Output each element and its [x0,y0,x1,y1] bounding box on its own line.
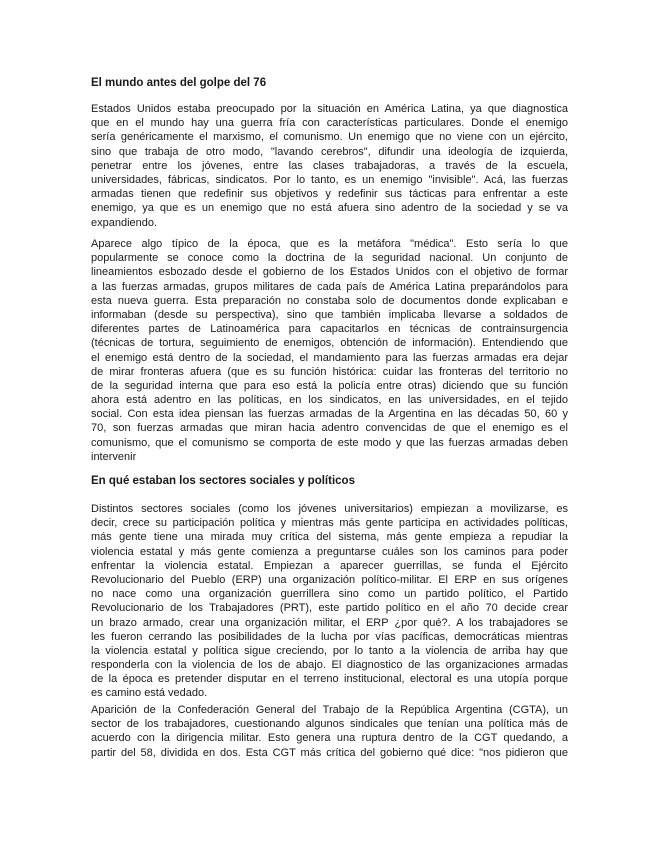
text-line: popularmente se conoce como la doctrina de la seguridad nacional. Un conjunto de [91,252,568,265]
text-line: es camino está vedado. [91,687,208,700]
text-line: esta nueva guerra. Esta preparación no constaba solo de documentos donde explicaban e [91,294,568,307]
text-line: 70, son fuerzas armadas que miran hacia adentro convencidas de que el enemigo es el [91,422,568,435]
text-line: no nace como una organización guerrillera sino como un partido político, el Partido [91,588,568,601]
text-line: sino que trabaja de otro modo, "lavando cerebros", difundir una ideología de izquierda, [91,145,568,158]
text-line: diferentes partes de Latinoamérica para capacitarlos en técnicas de contrainsurgencia [91,323,568,336]
text-line: a las fuerzas armadas, grupos militares de cada país de América Latina preparándolos para [91,280,568,293]
text-line: les fueron cerrando las posibilidades de la lucha por vías pacíficas, democráticas mientras [91,630,568,643]
text-line: intervenir [91,450,137,463]
paragraph-metafora-medica [91,237,568,464]
paragraph-cgta [91,703,568,760]
text-line: Revolucionario del Pueblo (ERP) una organización político-militar. El ERP en sus orígenes [91,573,568,586]
heading-mundo-antes-del-golpe: El mundo antes del golpe del 76 [91,77,267,89]
text-line: la violencia estatal y política sigue creciendo, por lo tanto a la violencia de arriba hay que [91,644,568,657]
text-line: enemigo, ya que es un enemigo que no está afuera sino adentro de la sociedad y se va [91,202,568,215]
text-line: sería genéricamente el marxismo, el comunismo. Un enemigo que no viene con un ejército, [91,131,568,144]
text-line: el enemigo está dentro de la sociedad, el mandamiento para las fuerzas armadas era dejar [91,351,568,364]
text-line: más gente tiene una mirada muy crítica del sistema, más gente empieza a repudiar la [91,531,568,544]
text-line: social. Con esta idea piensan las fuerzas armadas de la Argentina en las décadas 50, 60 y [91,408,568,421]
text-line: universidades, fábricas, sindicatos. Por lo tanto, es un enemigo "invisible". Acá, las fuerzas [91,173,568,186]
heading-sectores-sociales: En qué estaban los sectores sociales y políticos [91,475,355,487]
text-line: acuerdo con la dirigencia militar. Esto genera una ruptura dentro de la CGT quedando, a [91,732,568,745]
text-line: Estados Unidos estaba preocupado por la situación en América Latina, ya que diagnostica [91,103,568,115]
text-line: partir del 58, dividida en dos. Esta CGT más crítica del gobierno qué dice: "nos pidieron que [91,746,568,759]
text-line: Revolucionario de los Trabajadores (PRT), este partido político en el año 70 decide crear [91,602,568,615]
text-line: (técnicas de tortura, seguimiento de enemigos, obtención de información). Entendiendo que [91,337,568,350]
text-line: de mirar fronteras afuera (que es su función histórica: cuidar las fronteras del territorio no [91,365,568,378]
text-line: armadas tienen que redefinir sus objetivos y redefinir sus tácticas para enfrentar a este [91,188,568,201]
text-line: Aparece algo típico de la época, que es la metáfora "médica". Esto sería lo que [91,238,568,250]
text-line: responderla con la violencia de los de abajo. El diagnostico de las organizaciones armadas [91,659,568,672]
text-line: sector de los trabajadores, cuestionando algunos sindicales que tenían una política más de [91,718,568,731]
text-line: Distintos sectores sociales (como los jóvenes universitarios) empiezan a movilizarse, es [91,503,568,515]
text-line: expandiendo. [91,216,158,229]
text-line: de la época es pretender disputar en el terreno institucional, electoral es una utopía porque [91,673,568,686]
text-line: violencia estatal y más gente comienza a preguntarse cuáles son los caminos para poder [91,545,568,558]
text-line: un brazo armado, crear una organización militar, el ERP ¿por qué?. A los trabajadores se [91,616,568,629]
text-line: lineamientos esbozado desde el gobierno de los Estados Unidos con el objetivo de formar [91,266,568,279]
paragraph-sectores-sociales [91,502,568,701]
paragraph-estados-unidos [91,102,568,230]
text-line: enfrentar la violencia estatal. Empiezan a aparecer guerrillas, se funda el Ejército [91,559,568,572]
text-line: penetrar entre los jóvenes, entre las clases trabajadoras, a través de la escuela, [91,159,568,172]
text-line: decir, crece su participación política y mientras más gente participa en actividades políticas, [91,517,568,530]
text-line: informaban (desde su perspectiva), sino que también implicaba llevarse a soldados de [91,308,568,321]
text-line: comunismo, que el comunismo se comporta de este modo y que las fuerzas armadas deben [91,436,568,449]
text-line: Aparición de la Confederación General del Trabajo de la República Argentina (CGTA), un [91,704,568,716]
text-line: que en el mundo hay una guerra fría con características particulares. Donde el enemigo [91,117,568,130]
text-line: ahora está adentro en las políticas, en los sindicatos, en las universidades, en el tejido [91,394,568,407]
text-line: de la seguridad interna que para eso está la policía entre otras) diciendo que su función [91,379,568,392]
